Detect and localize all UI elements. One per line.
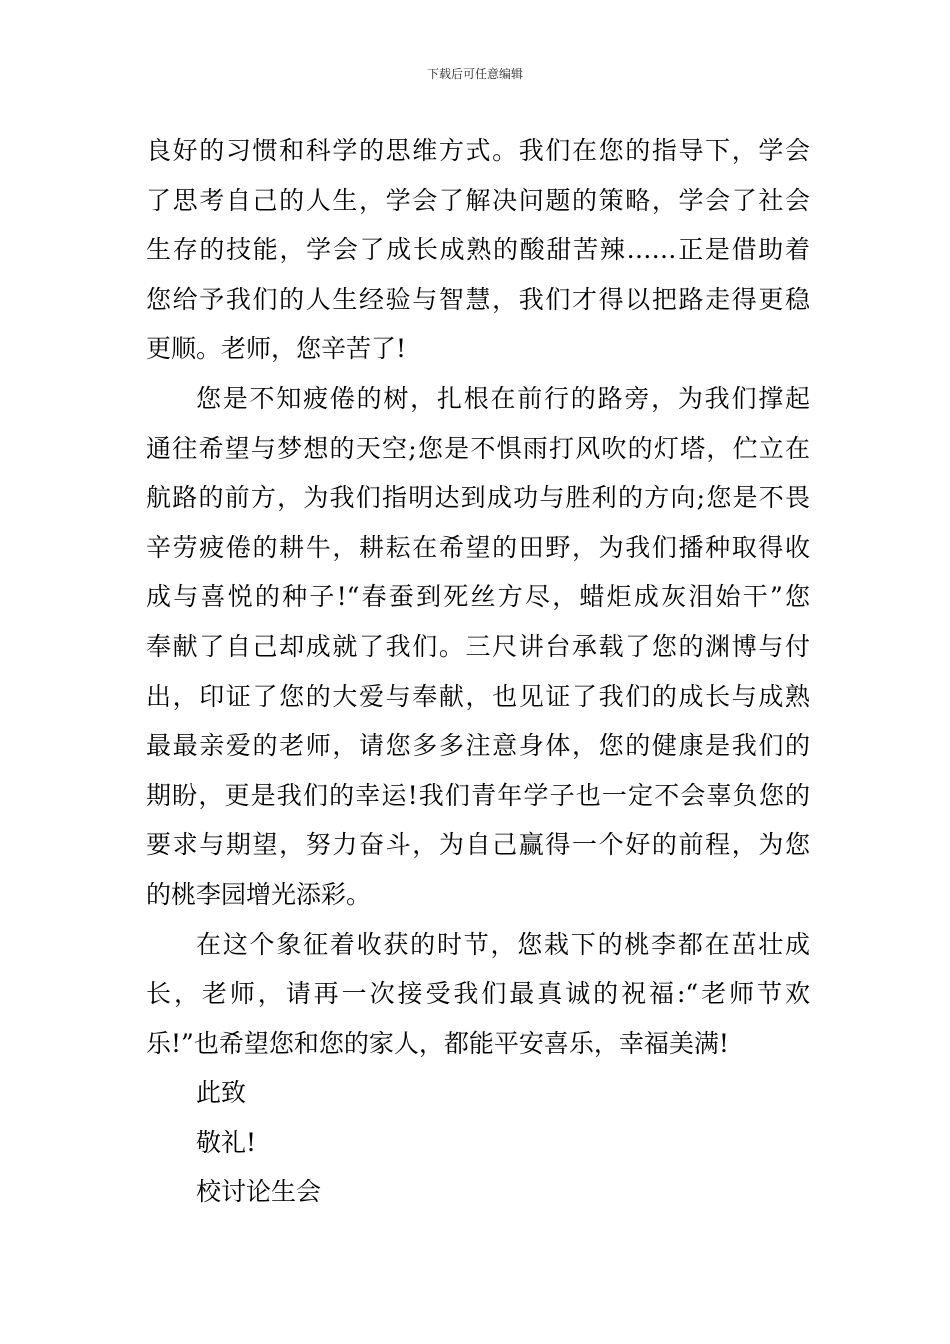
text-line: 良好的习惯和科学的思维方式。我们在您的指导下，学会	[146, 136, 810, 165]
text-line: 要求与期望，努力奋斗，为自己赢得一个好的前程，为您	[146, 830, 810, 860]
text-line: 奉献了自己却成就了我们。三尺讲台承载了您的渊博与付	[146, 631, 810, 661]
letter-body	[146, 126, 810, 1217]
page-header-note: 下载后可任意编辑	[426, 67, 523, 81]
paragraph-1	[146, 126, 810, 374]
text-line: 期盼，更是我们的幸运!我们青年学子也一定不会辜负您的	[146, 780, 810, 810]
letter-closing	[146, 1068, 810, 1217]
text-line: 通往希望与梦想的天空;您是不惧雨打风吹的灯塔，伫立在	[146, 433, 810, 463]
text-line: 更顺。老师，您辛苦了!	[146, 334, 407, 364]
text-line: 出，印证了您的大爱与奉献，也见证了我们的成长与成熟	[146, 681, 810, 711]
paragraph-3	[146, 920, 810, 1069]
text-line: 您是不知疲倦的树，扎根在前行的路旁，为我们撑起	[196, 383, 810, 413]
text-line: 成与喜悦的种子!“春蚕到死丝方尽，蜡炬成灰泪始干”您	[146, 582, 810, 612]
closing-salutation: 此致	[196, 1078, 247, 1108]
closing-regards: 敬礼!	[196, 1127, 257, 1157]
signature: 校讨论生会	[196, 1177, 322, 1207]
text-line: 生存的技能，学会了成长成熟的酸甜苦辣……正是借助着	[146, 235, 810, 265]
text-line: 长，老师，请再一次接受我们最真诚的祝福:“老师节欢	[146, 979, 810, 1009]
text-line: 的桃李园增光添彩。	[146, 879, 372, 909]
text-line: 航路的前方，为我们指明达到成功与胜利的方向;您是不畏	[146, 483, 810, 513]
text-line: 辛劳疲倦的耕牛，耕耘在希望的田野，为我们播种取得收	[146, 532, 810, 562]
text-line: 您给予我们的人生经验与智慧，我们才得以把路走得更稳	[146, 284, 810, 314]
text-line: 了思考自己的人生，学会了解决问题的策略，学会了社会	[146, 185, 810, 215]
text-line: 在这个象征着收获的时节，您栽下的桃李都在茁壮成	[196, 929, 810, 959]
paragraph-2	[146, 374, 810, 920]
text-line: 最最亲爱的老师，请您多多注意身体，您的健康是我们的	[146, 731, 810, 761]
text-line: 乐!”也希望您和您的家人，都能平安喜乐，幸福美满!	[146, 1028, 729, 1058]
